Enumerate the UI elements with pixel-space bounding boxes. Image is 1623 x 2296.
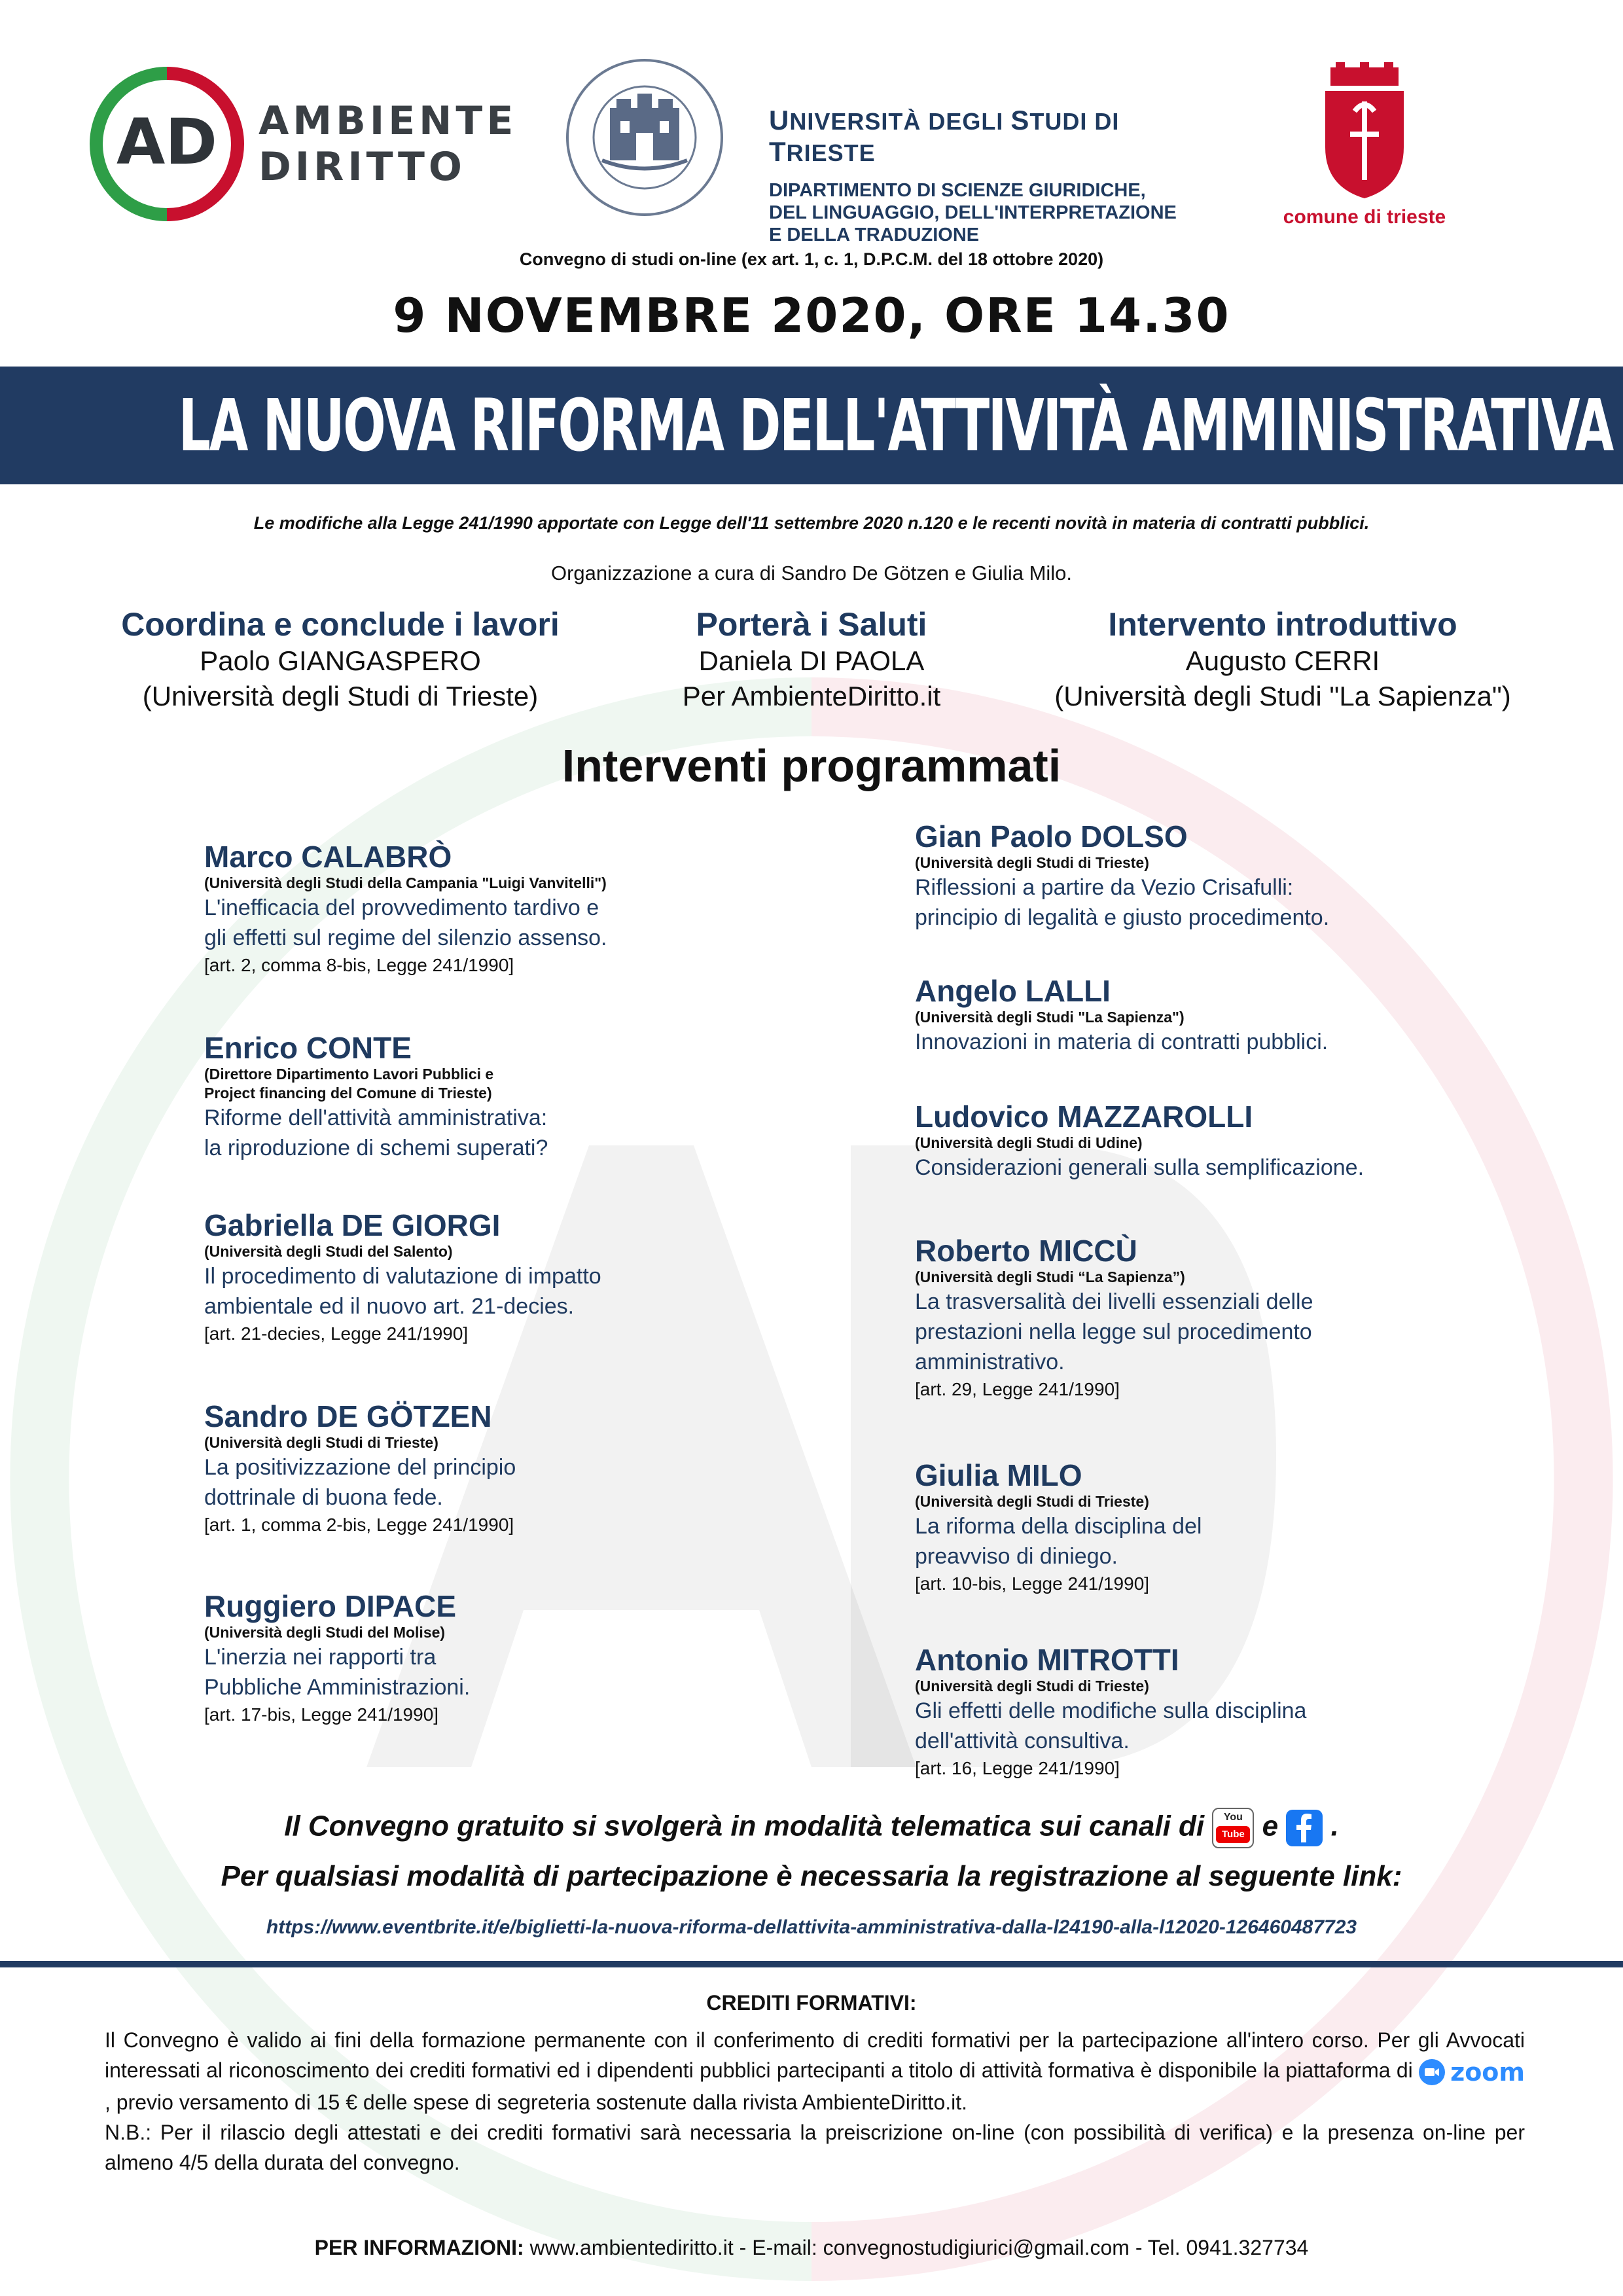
speaker-name: Enrico CONTE	[204, 1031, 412, 1065]
role-title: Porterà i Saluti	[696, 606, 927, 643]
speaker-affiliation: (Università degli Studi del Molise)	[204, 1624, 446, 1641]
credits-paragraph-2: N.B.: Per il rilascio degli attestati e dei crediti formativi sarà necessaria la preiscrizione on-line (con possibilità di verifica) e la presenza on-line per almeno 4/5 della durata del convegno.	[105, 2120, 1525, 2174]
speaker-talk-line: Considerazioni generali sulla semplificazione.	[915, 1155, 1364, 1180]
speaker-affiliation: (Università degli Studi di Udine)	[915, 1134, 1143, 1151]
zoom-word: zoom	[1450, 2057, 1525, 2087]
zoom-icon	[1419, 2059, 1445, 2085]
speaker-talk-line: principio di legalità e giusto procedimento.	[915, 905, 1330, 930]
zoom-logo	[1419, 2057, 1525, 2087]
speaker-affiliation: (Università degli Studi della Campania "Luigi Vanvitelli")	[204, 874, 607, 891]
university-block	[769, 105, 1227, 246]
speaker-talk-line: La positivizzazione del principio	[204, 1455, 516, 1480]
ad-logo-text	[259, 98, 517, 190]
speaker-talk-line: La trasversalità dei livelli essenziali delle	[915, 1289, 1313, 1314]
speaker-ref: [art. 10-bis, Legge 241/1990]	[915, 1573, 1150, 1594]
telematica-line	[0, 1808, 1623, 1848]
role-affiliation: (Università degli Studi "La Sapienza")	[1054, 681, 1511, 711]
speaker-affiliation: Project financing del Comune di Trieste)	[204, 1085, 492, 1102]
role-coordinator	[65, 605, 615, 714]
speaker-talk-line: Pubbliche Amministrazioni.	[204, 1675, 471, 1700]
role-affiliation: Per AmbienteDiritto.it	[682, 681, 941, 711]
comune-label: comune di trieste	[1283, 206, 1446, 228]
organization-line: Organizzazione a cura di Sandro De Götzen e Giulia Milo.	[550, 562, 1073, 584]
role-intro	[1008, 605, 1558, 714]
speaker-affiliation: (Università degli Studi di Trieste)	[915, 854, 1149, 871]
speaker-talk-line: prestazioni nella legge sul procedimento	[915, 1319, 1312, 1344]
speaker-right-4	[915, 1458, 1602, 1596]
speaker-name: Ludovico MAZZAROLLI	[915, 1100, 1253, 1134]
speaker-name: Giulia MILO	[915, 1458, 1082, 1492]
department-line3: E DELLA TRADUZIONE	[769, 224, 980, 245]
credits-body	[105, 2025, 1525, 2178]
youtube-icon[interactable]	[1212, 1808, 1254, 1848]
ad-logo-line2: DIRITTO	[259, 144, 466, 190]
speaker-talk-line: gli effetti sul regime del silenzio assenso.	[204, 925, 607, 950]
role-name: Daniela DI PAOLA	[698, 645, 925, 676]
speaker-talk-line: dottrinale di buona fede.	[204, 1485, 443, 1510]
speaker-affiliation: (Università degli Studi “La Sapienza”)	[915, 1268, 1185, 1285]
speaker-name: Gabriella DE GIORGI	[204, 1208, 501, 1242]
speaker-affiliation: (Università degli Studi "La Sapienza")	[915, 1009, 1185, 1026]
credits-p1-b: , previo versamento di 15 € delle spese di segreteria sostenute dalla rivista AmbienteDiritto.it.	[105, 2090, 968, 2114]
university-seal-icon	[563, 56, 726, 219]
title-banner	[0, 367, 1623, 484]
department-line2: DEL LINGUAGGIO, DELL'INTERPRETAZIONE	[769, 202, 1177, 223]
role-greetings	[615, 605, 1008, 714]
telematica-conj: e	[1262, 1810, 1279, 1842]
speaker-left-4	[204, 1589, 891, 1727]
ad-logo-line1: AMBIENTE	[259, 98, 518, 144]
speaker-affiliation: (Università degli Studi di Trieste)	[915, 1493, 1149, 1510]
facebook-icon[interactable]	[1286, 1810, 1323, 1846]
telematica-text: Il Convegno gratuito si svolgerà in modalità telematica sui canali di	[284, 1810, 1205, 1842]
speaker-right-0	[915, 819, 1602, 933]
speaker-talk-line: dell'attività consultiva.	[915, 1729, 1130, 1753]
event-date: 9 NOVEMBRE 2020, ORE 14.30	[393, 288, 1230, 343]
speaker-name: Sandro DE GÖTZEN	[204, 1399, 492, 1433]
credits-paragraph-1	[105, 2025, 1525, 2117]
youtube-icon-text: You	[1223, 1812, 1243, 1823]
comune-trieste-crest-icon	[1319, 62, 1410, 200]
role-name: Paolo GIANGASPERO	[200, 645, 481, 676]
speaker-left-1	[204, 1031, 891, 1163]
role-title: Intervento introduttivo	[1108, 606, 1457, 643]
svg-text:AD: AD	[116, 105, 217, 179]
youtube-icon-text2: Tube	[1216, 1826, 1250, 1843]
speaker-talk-line: L'inefficacia del provvedimento tardivo e	[204, 895, 599, 920]
speaker-ref: [art. 16, Legge 241/1990]	[915, 1758, 1120, 1778]
university-name: UNIVERSITÀ DEGLI STUDI DI TRIESTE	[769, 105, 1120, 167]
speaker-ref: [art. 17-bis, Legge 241/1990]	[204, 1704, 439, 1725]
speaker-affiliation: (Università degli Studi di Trieste)	[915, 1677, 1149, 1695]
speaker-left-0	[204, 840, 891, 978]
speaker-talk-line: Gli effetti delle modifiche sulla disciplina	[915, 1698, 1307, 1723]
convegno-line: Convegno di studi on-line (ex art. 1, c. 1, D.P.C.M. del 18 ottobre 2020)	[519, 249, 1104, 269]
speaker-left-3	[204, 1399, 891, 1537]
speaker-talk-line: preavviso di diniego.	[915, 1544, 1118, 1569]
event-title: LA NUOVA RIFORMA DELL'ATTIVITÀ AMMINISTRATIVA	[178, 384, 1613, 467]
speaker-talk-line: Riflessioni a partire da Vezio Crisafulli:	[915, 875, 1294, 900]
speaker-right-1	[915, 974, 1602, 1057]
info-text: www.ambientediritto.it - E-mail: convegnostudigiurici@gmail.com - Tel. 0941.327734	[524, 2236, 1309, 2259]
speaker-name: Roberto MICCÙ	[915, 1234, 1137, 1268]
speaker-affiliation: (Università degli Studi del Salento)	[204, 1243, 453, 1260]
speaker-talk-line: la riproduzione di schemi superati?	[204, 1136, 548, 1160]
speaker-left-2	[204, 1208, 891, 1346]
speaker-ref: [art. 1, comma 2-bis, Legge 241/1990]	[204, 1515, 514, 1535]
speaker-ref: [art. 2, comma 8-bis, Legge 241/1990]	[204, 955, 514, 975]
speaker-talk-line: Il procedimento di valutazione di impatto	[204, 1264, 601, 1289]
speaker-name: Gian Paolo DOLSO	[915, 819, 1188, 853]
speaker-right-5	[915, 1643, 1602, 1781]
speaker-ref: [art. 29, Legge 241/1990]	[915, 1379, 1120, 1399]
speaker-name: Ruggiero DIPACE	[204, 1589, 457, 1623]
info-line	[0, 2236, 1623, 2260]
role-title: Coordina e conclude i lavori	[121, 606, 560, 643]
ambiente-diritto-logo-icon	[88, 65, 245, 223]
speaker-right-3	[915, 1234, 1602, 1402]
speaker-affiliation: (Direttore Dipartimento Lavori Pubblici e	[204, 1066, 494, 1083]
event-subtitle: Le modifiche alla Legge 241/1990 apportate con Legge dell'11 settembre 2020 n.120 e le recenti novità in materia di contratti pubblici.	[253, 513, 1370, 533]
speaker-talk-line: ambientale ed il nuovo art. 21-decies.	[204, 1294, 575, 1319]
registration-link[interactable]: https://www.eventbrite.it/e/biglietti-la-nuova-riforma-dellattivita-amministrativa-dalla-l24190-alla-l12020-126460487723	[266, 1916, 1357, 1938]
speaker-talk-line: La riforma della disciplina del	[915, 1514, 1202, 1539]
department-line1: DIPARTIMENTO DI SCIENZE GIURIDICHE,	[769, 180, 1146, 201]
info-label: PER INFORMAZIONI:	[314, 2236, 524, 2259]
speaker-talk-line: Innovazioni in materia di contratti pubblici.	[915, 1030, 1329, 1054]
credits-p1-a: Il Convegno è valido ai fini della formazione permanente con il conferimento di crediti formativi per la partecipazione all'intero corso. Per gli Avvocati interessati al riconoscimento dei crediti formativi ed i dipendenti pubblici partecipanti a titolo di attività formativa è disponibile la piattaforma di	[105, 2028, 1525, 2082]
speaker-name: Angelo LALLI	[915, 974, 1111, 1008]
credits-title: CREDITI FORMATIVI:	[706, 1991, 917, 2015]
speaker-name: Antonio MITROTTI	[915, 1643, 1179, 1677]
speaker-talk-line: L'inerzia nei rapporti tra	[204, 1645, 437, 1670]
speaker-ref: [art. 21-decies, Legge 241/1990]	[204, 1323, 469, 1344]
role-name: Augusto CERRI	[1185, 645, 1380, 676]
speaker-talk-line: Riforme dell'attività amministrativa:	[204, 1105, 548, 1130]
speaker-right-2	[915, 1100, 1602, 1183]
divider	[0, 1961, 1623, 1967]
registration-text: Per qualsiasi modalità di partecipazione è necessaria la registrazione al seguente link:	[221, 1860, 1402, 1892]
speaker-talk-line: amministrativo.	[915, 1350, 1065, 1374]
telematica-end: .	[1330, 1810, 1339, 1842]
role-affiliation: (Università degli Studi di Trieste)	[142, 681, 539, 711]
speaker-name: Marco CALABRÒ	[204, 840, 452, 874]
programmati-title: Interventi programmati	[562, 740, 1061, 791]
speaker-affiliation: (Università degli Studi di Trieste)	[204, 1434, 438, 1451]
